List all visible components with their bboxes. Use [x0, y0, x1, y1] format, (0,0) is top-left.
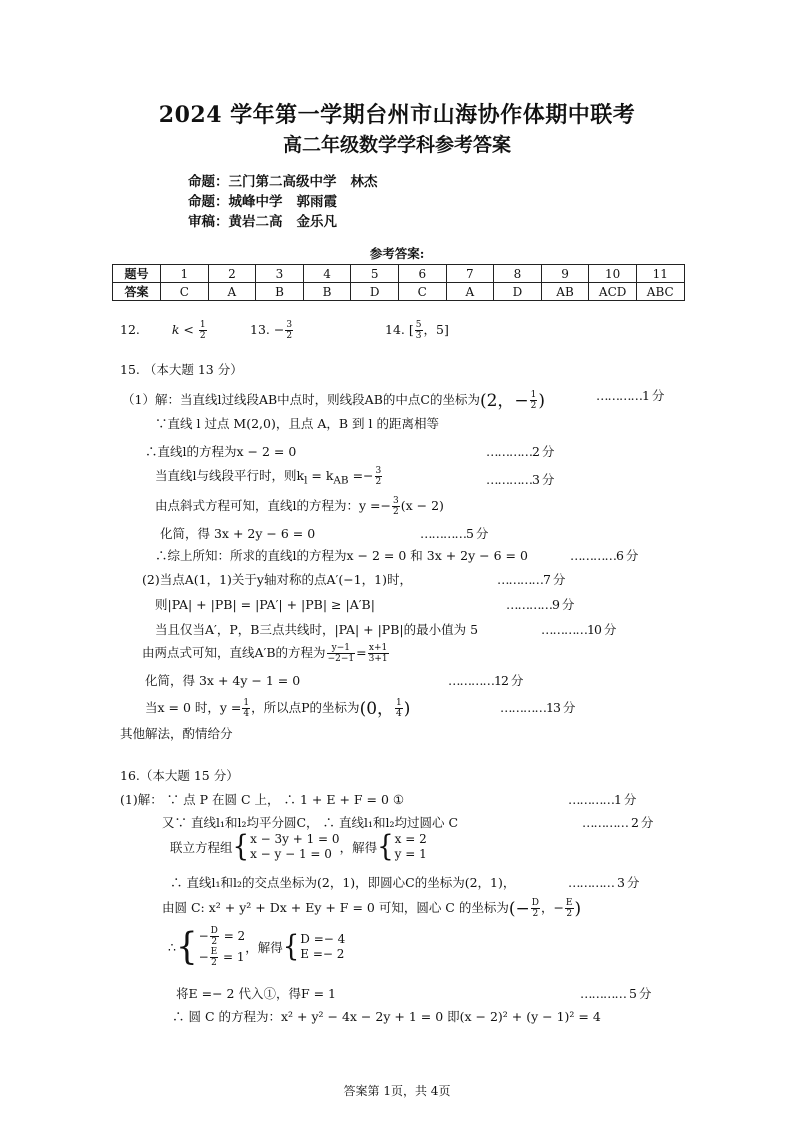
q12-answer — [120, 320, 208, 341]
solution-system: x = 2 y = 1 — [394, 832, 427, 861]
fraction: $\frac{D}{2}$ — [531, 898, 539, 919]
table-cell: B — [303, 283, 351, 301]
table-cell: ACD — [589, 283, 637, 301]
coordinate: (− — [508, 899, 530, 919]
expr: ，解得 — [245, 940, 283, 955]
author-name: 金乐凡 — [296, 214, 337, 230]
author-line-3 — [188, 210, 337, 230]
left-brace: { — [282, 930, 300, 964]
q12-number: 12. — [120, 322, 140, 337]
coordinate-close: ) — [574, 899, 582, 919]
q15-line-5-text: 由点斜式方程可知，直线l的方程为：y =− — [155, 498, 391, 513]
score-2: ………… 2 分 — [582, 815, 653, 830]
q15-line-13 — [145, 694, 410, 719]
equation-system: − $\frac{D}{2}$ = 2 − $\frac{E}{2}$ = 1 — [198, 926, 246, 968]
page-subtitle: 高二年级数学学科参考答案 — [282, 134, 511, 156]
fraction: $\frac{1}{4}$ — [396, 698, 402, 719]
fraction: $\frac{1}{2}$ — [530, 390, 537, 411]
expr: ，− — [540, 900, 564, 915]
author-name: 郭雨霞 — [296, 194, 337, 210]
fraction: $\frac{1}{2}$ — [199, 320, 206, 341]
answer-table-number-row — [113, 265, 685, 283]
table-cell: 7 — [446, 265, 494, 283]
q15-line-4 — [155, 466, 383, 487]
table-cell: A — [446, 283, 494, 301]
author-role: 命题： — [188, 194, 229, 210]
q15-line-8: (2)当点A(1，1)关于y轴对称的点A′(−1，1)时， — [142, 572, 412, 587]
left-brace: { — [232, 830, 250, 864]
page-footer: 答案第 1页，共 4页 — [343, 1084, 451, 1098]
q16-line-7: 将E =− 2 代入①，得F = 1 — [176, 986, 336, 1001]
table-cell: 4 — [303, 265, 351, 283]
expr: ，所以点P的坐标为 — [251, 700, 360, 715]
table-cell: D — [494, 283, 542, 301]
table-cell: C — [398, 283, 446, 301]
score-5: ………… 5 分 — [580, 986, 651, 1001]
score-6: …………6 分 — [570, 548, 638, 563]
fraction: $\frac{E}{2}$ — [565, 898, 573, 919]
q14-rest: ，5] — [423, 322, 449, 337]
table-header-number: 题号 — [113, 265, 161, 283]
subscript: l — [304, 474, 308, 487]
left-brace: { — [377, 830, 394, 864]
score-9: …………9 分 — [506, 597, 574, 612]
q16-line-3 — [170, 832, 427, 862]
table-cell: B — [256, 283, 304, 301]
table-cell: 8 — [494, 265, 542, 283]
q16-heading: 16.（本大题 15 分） — [120, 768, 239, 783]
score-3: ………… 3 分 — [568, 875, 639, 890]
expr: (x − 2) — [400, 498, 444, 513]
author-line-2 — [188, 190, 337, 210]
q16-line-4: ∴ 直线l₁和l₂的交点坐标为(2，1)，即圆心C的坐标为(2，1)， — [170, 875, 516, 890]
table-cell: 5 — [351, 265, 399, 283]
q15-line-9: 则|PA| + |PB| = |PA′| + |PB| ≥ |A′B| — [155, 597, 375, 612]
q16-line-8: ∴ 圆 C 的方程为：x² + y² − 4x − 2y + 1 = 0 即(x − 2)² + (y − 1)² = 4 — [172, 1009, 601, 1024]
equation-system: x − 3y + 1 = 0 x − y − 1 = 0 — [250, 832, 340, 861]
answer-table-answer-row — [113, 283, 685, 301]
q16-line-6 — [168, 926, 345, 968]
page-title: 2024 学年第一学期台州市山海协作体期中联考 — [158, 102, 636, 128]
fraction: $\frac{5}{3}$ — [415, 320, 422, 341]
q15-line-3: ∴直线l的方程为x − 2 = 0 — [145, 444, 297, 459]
table-cell: 10 — [589, 265, 637, 283]
q16-line-5 — [162, 898, 581, 919]
table-cell: A — [208, 283, 256, 301]
score-10: …………10 分 — [541, 622, 616, 637]
q16-line-3-text: 联立方程组 — [170, 840, 233, 855]
q15-heading: 15. （本大题 13 分） — [120, 362, 243, 377]
expr: = k — [307, 468, 334, 483]
score-7: …………7 分 — [497, 572, 565, 587]
table-cell: AB — [541, 283, 589, 301]
table-cell: 9 — [541, 265, 589, 283]
therefore-symbol: ∴ — [168, 939, 176, 955]
answer-table — [112, 264, 685, 301]
coordinate-close: ) — [538, 391, 546, 411]
table-cell: 3 — [256, 265, 304, 283]
q13-sign: − — [273, 322, 285, 337]
q15-line-13-text: 当x = 0 时，y = — [145, 700, 242, 715]
q16-line-5-text: 由圆 C: x² + y² + Dx + Ey + F = 0 可知，圆心 C 的坐标为 — [162, 900, 509, 915]
score-1: …………1 分 — [568, 792, 636, 807]
author-school: 城峰中学 — [228, 194, 283, 210]
q15-line-6: 化简，得 3x + 2y − 6 = 0 — [160, 526, 316, 541]
fraction: $\frac{3}{2}$ — [375, 466, 382, 487]
fraction: $\frac{3}{2}$ — [286, 320, 293, 341]
author-school: 三门第二高级中学 — [228, 174, 337, 190]
q15-line-11 — [142, 643, 390, 664]
table-cell: 2 — [208, 265, 256, 283]
q15-line-1-text: （1）解：当直线l过线段AB中点时，则线段AB的中点C的坐标为 — [122, 392, 480, 407]
table-cell: D — [351, 283, 399, 301]
q15-line-11-text: 由两点式可知，直线A′B的方程为 — [142, 645, 326, 660]
coordinate: (2，− — [479, 391, 529, 411]
table-cell: 6 — [398, 265, 446, 283]
fraction: $\frac{3}{2}$ — [392, 496, 399, 517]
score-2: …………2 分 — [486, 444, 554, 459]
author-role: 命题： — [188, 174, 229, 190]
fraction: $\frac{x+1}{3+1}$ — [368, 643, 388, 664]
q15-line-1 — [122, 386, 545, 411]
author-role: 审稿： — [188, 214, 229, 230]
q15-line-7: ∴综上所知：所求的直线l的方程为x − 2 = 0 和 3x + 2y − 6 = 0 — [155, 548, 528, 563]
table-cell: 1 — [161, 265, 209, 283]
q15-line-5 — [155, 496, 444, 517]
expr: =− — [348, 468, 374, 483]
q15-line-2: ∵直线 l 过点 M(2,0)，且点 A，B 到 l 的距离相等 — [155, 416, 439, 431]
author-school: 黄岩二高 — [228, 214, 283, 230]
score-5: …………5 分 — [420, 526, 488, 541]
coordinate-close: ) — [403, 699, 411, 719]
q15-line-4-text: 当直线l与线段平行时，则k — [155, 468, 305, 483]
q12-expr: k < — [171, 322, 194, 337]
answer-table-caption: 参考答案: — [369, 246, 425, 261]
q15-line-12: 化简，得 3x + 4y − 1 = 0 — [145, 673, 301, 688]
table-cell: 11 — [636, 265, 684, 283]
fraction: $\frac{y-1}{-2-1}$ — [327, 643, 355, 664]
q14-number: 14. — [385, 322, 405, 337]
score-3: …………3 分 — [486, 472, 554, 487]
q14-answer — [385, 320, 449, 341]
solution-system: D =− 4 E =− 2 — [300, 932, 346, 961]
author-line-1 — [188, 170, 378, 190]
left-brace: { — [175, 925, 198, 969]
author-name: 林杰 — [350, 174, 378, 190]
coordinate: (0， — [359, 699, 395, 719]
q13-answer — [250, 320, 294, 341]
q14-bracket: [ — [408, 322, 414, 337]
score-12: …………12 分 — [448, 673, 523, 688]
score-1: …………1 分 — [596, 388, 664, 403]
q15-line-10: 当且仅当A′，P，B三点共线时，|PA| + |PB|的最小值为 5 — [155, 622, 479, 637]
table-header-answer: 答案 — [113, 283, 161, 301]
table-cell: C — [161, 283, 209, 301]
expr: ，解得 — [339, 840, 378, 855]
q13-number: 13. — [250, 322, 270, 337]
q15-note: 其他解法，酌情给分 — [120, 726, 233, 741]
table-cell: ABC — [636, 283, 684, 301]
subscript: AB — [333, 474, 349, 487]
expr: = — [356, 645, 367, 660]
score-13: …………13 分 — [500, 700, 575, 715]
q16-line-1: (1)解： ∵ 点 P 在圆 C 上， ∴ 1 + E + F = 0 ① — [120, 792, 405, 807]
fraction: $\frac{1}{4}$ — [243, 698, 250, 719]
q16-line-2: 又∵ 直线l₁和l₂均平分圆C， ∴ 直线l₁和l₂均过圆心 C — [162, 815, 459, 830]
